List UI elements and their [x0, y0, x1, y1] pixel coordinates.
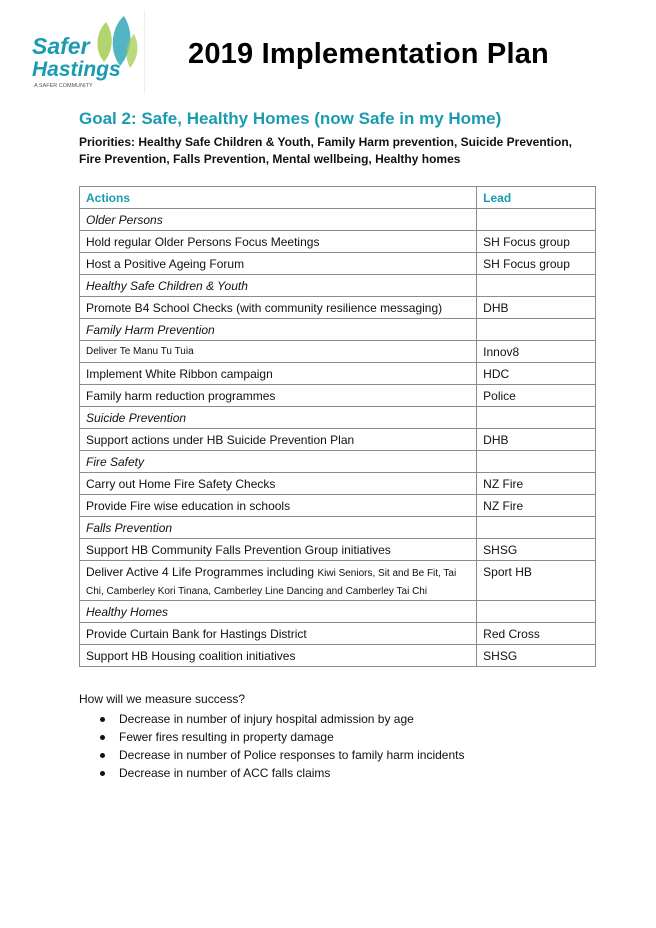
section-label: Fire Safety	[80, 451, 477, 473]
action-cell: Provide Fire wise education in schools	[80, 495, 477, 517]
lead-cell	[477, 601, 596, 623]
section-row	[80, 517, 596, 539]
section-row	[80, 451, 596, 473]
section-label: Falls Prevention	[80, 517, 477, 539]
section-row	[80, 275, 596, 297]
list-item: Decrease in number of ACC falls claims	[79, 764, 465, 782]
action-cell: Promote B4 School Checks (with community resilience messaging)	[80, 297, 477, 319]
table-row	[80, 341, 596, 363]
lead-cell: Innov8	[477, 341, 596, 363]
leaf-icon	[97, 22, 111, 62]
section-label: Older Persons	[80, 209, 477, 231]
section-row	[80, 319, 596, 341]
section-label: Healthy Safe Children & Youth	[80, 275, 477, 297]
lead-cell	[477, 517, 596, 539]
section-row	[80, 407, 596, 429]
logo-graphic	[20, 10, 144, 94]
table-row	[80, 385, 596, 407]
table-row	[80, 231, 596, 253]
action-cell: Deliver Te Manu Tu Tuia	[80, 341, 477, 363]
lead-cell: HDC	[477, 363, 596, 385]
table-row	[80, 429, 596, 451]
section-row	[80, 209, 596, 231]
lead-cell: SH Focus group	[477, 253, 596, 275]
priorities-text: Priorities: Healthy Safe Children & Youth, Family Harm prevention, Suicide Prevention, Fire Prevention, Falls Prevention, Mental wellbeing, Healthy homes	[79, 135, 573, 166]
action-cell: Support HB Housing coalition initiatives	[80, 645, 477, 667]
table-row	[80, 495, 596, 517]
lead-cell: SHSG	[477, 645, 596, 667]
page-title: 2019 Implementation Plan	[188, 38, 549, 70]
action-cell: Host a Positive Ageing Forum	[80, 253, 477, 275]
measures-list	[79, 710, 465, 782]
lead-cell	[477, 407, 596, 429]
logo-tagline: A SAFER COMMUNITY	[34, 83, 93, 89]
lead-cell: Police	[477, 385, 596, 407]
table-row	[80, 539, 596, 561]
lead-cell: Red Cross	[477, 623, 596, 645]
action-cell: Provide Curtain Bank for Hastings District	[80, 623, 477, 645]
list-item: Decrease in number of Police responses to family harm incidents	[79, 746, 465, 764]
list-item: Fewer fires resulting in property damage	[79, 728, 465, 746]
action-detail: Kiwi Seniors, Sit and Be Fit, Tai Chi, Camberley Kori Tinana, Camberley Line Dancing and Camberley Tai Chi	[86, 568, 457, 597]
lead-cell	[477, 451, 596, 473]
action-cell: Support HB Community Falls Prevention Group initiatives	[80, 539, 477, 561]
table-row	[80, 645, 596, 667]
actions-table	[79, 186, 596, 667]
action-cell: Hold regular Older Persons Focus Meetings	[80, 231, 477, 253]
section-label: Family Harm Prevention	[80, 319, 477, 341]
goal-heading: Goal 2: Safe, Healthy Homes (now Safe in my Home)	[79, 109, 502, 128]
lead-cell: SHSG	[477, 539, 596, 561]
list-item: Decrease in number of injury hospital admission by age	[79, 710, 465, 728]
action-text: Deliver Active 4 Life Programmes including	[86, 565, 315, 579]
section-label: Suicide Prevention	[80, 407, 477, 429]
action-cell: Family harm reduction programmes	[80, 385, 477, 407]
table-row	[80, 561, 596, 601]
lead-cell: DHB	[477, 297, 596, 319]
lead-cell: SH Focus group	[477, 231, 596, 253]
section-label: Healthy Homes	[80, 601, 477, 623]
lead-cell: NZ Fire	[477, 495, 596, 517]
logo-line2: Hastings	[32, 58, 121, 81]
lead-cell: NZ Fire	[477, 473, 596, 495]
action-cell: Support actions under HB Suicide Prevention Plan	[80, 429, 477, 451]
table-row	[80, 623, 596, 645]
lead-cell: Sport HB	[477, 561, 596, 601]
action-cell: Implement White Ribbon campaign	[80, 363, 477, 385]
table-row	[80, 363, 596, 385]
section-row	[80, 601, 596, 623]
lead-cell	[477, 319, 596, 341]
actions-header: Actions	[80, 187, 477, 209]
measure-question: How will we measure success?	[79, 692, 246, 706]
lead-header: Lead	[477, 187, 596, 209]
table-row	[80, 473, 596, 495]
table-header-row	[80, 187, 596, 209]
safer-hastings-logo	[20, 10, 145, 94]
action-cell	[80, 561, 477, 601]
logo-line1: Safer	[32, 33, 90, 59]
table-row	[80, 297, 596, 319]
table-row	[80, 253, 596, 275]
lead-cell: DHB	[477, 429, 596, 451]
lead-cell	[477, 275, 596, 297]
action-cell: Carry out Home Fire Safety Checks	[80, 473, 477, 495]
lead-cell	[477, 209, 596, 231]
